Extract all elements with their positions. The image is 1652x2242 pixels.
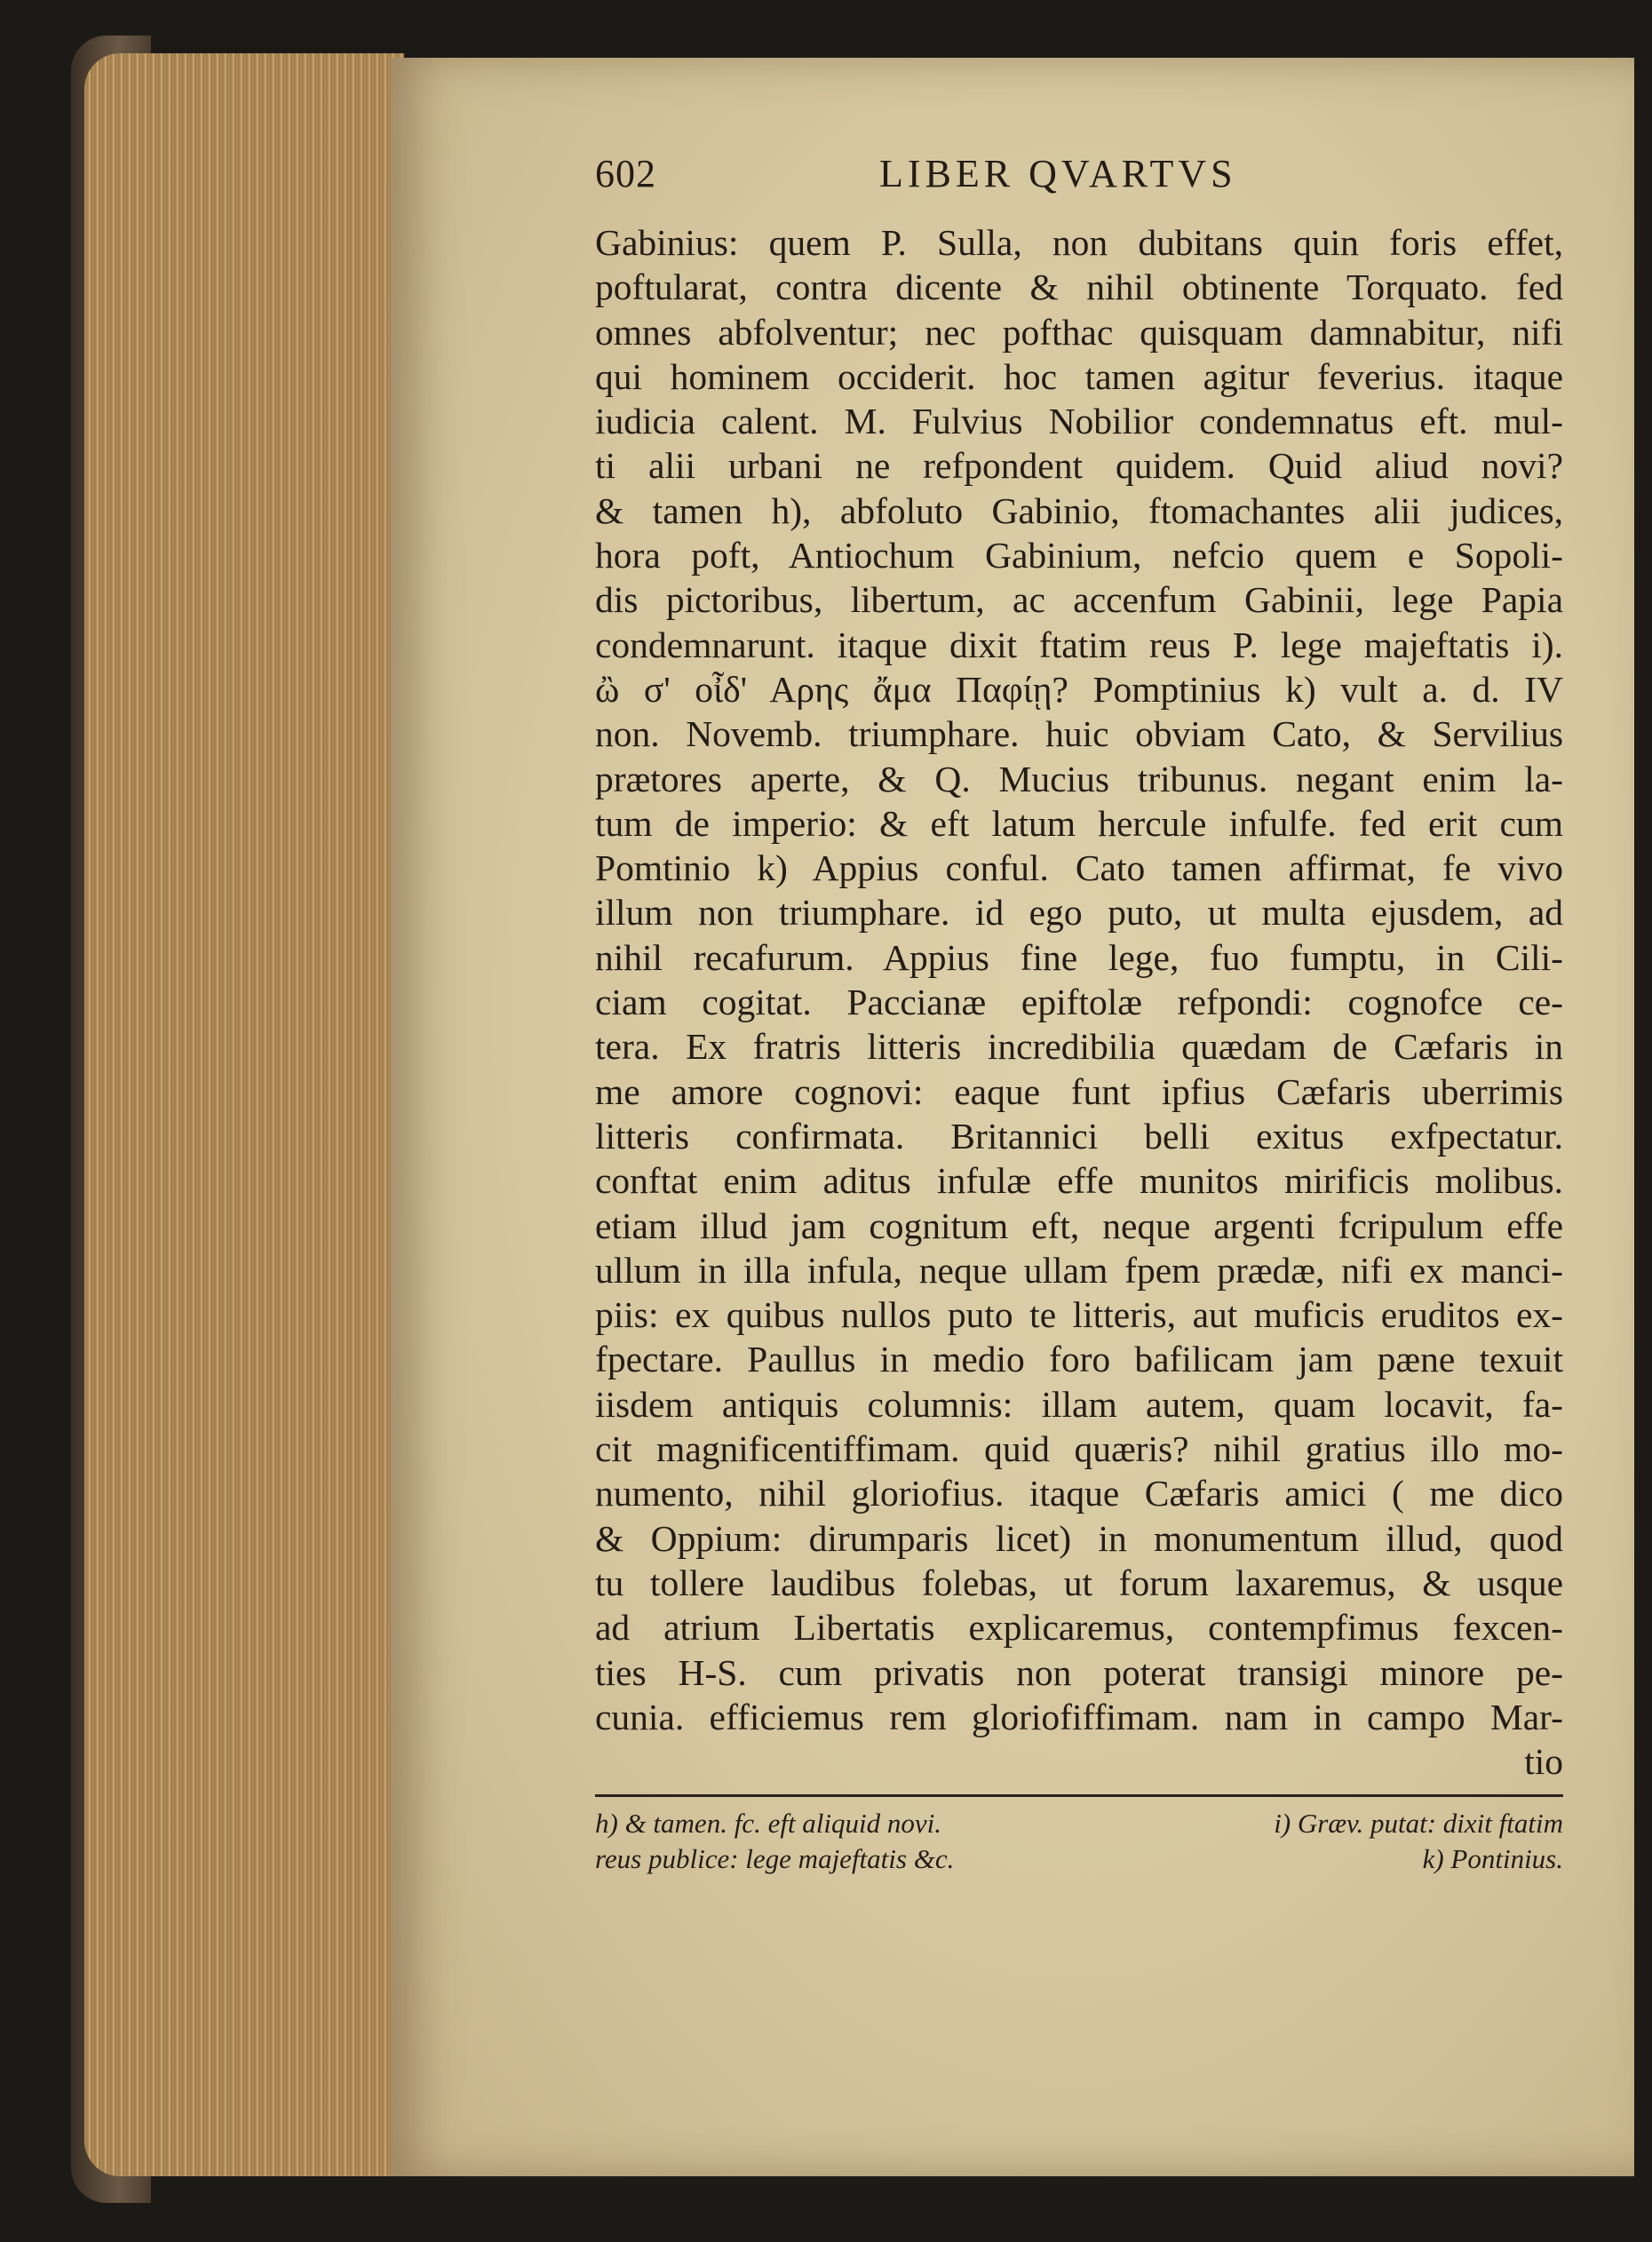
text-line: hora poft, Antiochum Gabinium, nefcio quem e Sopoli- (595, 535, 1563, 576)
text-line: litteris confirmata. Britannici belli exitus exfpectatur. (595, 1115, 1563, 1157)
text-line: numento, nihil gloriofius. itaque Cæfaris amici ( me dico (595, 1473, 1563, 1515)
footnote-row (595, 1841, 1563, 1877)
body-text (595, 220, 1563, 1784)
text-line: etiam illud jam cognitum eft, neque argenti fcripulum effe (595, 1204, 1563, 1246)
text-line: illum non triumphare. id ego puto, ut multa ejusdem, ad (595, 892, 1563, 934)
text-line: dis pictoribus, libertum, ac accenfum Gabinii, lege Papia (595, 579, 1563, 621)
text-line: & tamen h), abfoluto Gabinio, ftomachantes alii judices, (595, 489, 1563, 531)
text-line: tu tollere laudibus folebas, ut forum laxaremus, & usque (595, 1562, 1563, 1603)
text-line: me amore cognovi: eaque funt ipfius Cæfaris uberrimis (595, 1070, 1563, 1112)
text-line: Gabinius: quem P. Sulla, non dubitans quin foris effet, (595, 222, 1563, 263)
text-line: nihil recafurum. Appius fine lege, fuo fumptu, in Cili- (595, 936, 1563, 978)
text-line: ti alii urbani ne refpondent quidem. Quid aliud novi? (595, 445, 1563, 487)
footnote-h: h) & tamen. fc. eft aliquid novi. (595, 1808, 942, 1840)
text-line: ullum in illa infula, neque ullam fpem prædæ, nifi ex manci- (595, 1249, 1563, 1291)
text-line: omnes abfolventur; nec pofthac quisquam damnabitur, nifi (595, 311, 1563, 353)
running-head: LIBER QVARTVS (879, 152, 1237, 195)
text-line: iisdem antiquis columnis: illam autem, quam locavit, fa- (595, 1383, 1563, 1425)
text-line: ciam cogitat. Paccianæ epiftolæ refpondi: cognofce ce- (595, 982, 1563, 1023)
text-line: ties H-S. cum privatis non poterat transigi minore pe- (595, 1651, 1563, 1693)
text-line: conftat enim aditus infulæ effe munitos mirificis molibus. (595, 1160, 1563, 1202)
footnote-h-continued: reus publice: lege majeftatis &c. (595, 1843, 955, 1875)
text-line: piis: ex quibus nullos puto te litteris, aut muficis eruditos ex- (595, 1294, 1563, 1336)
text-line: cit magnificentiffimam. quid quæris? nihil gratius illo mo- (595, 1428, 1563, 1470)
page-header (595, 151, 1563, 213)
page-content (595, 151, 1563, 1877)
text-line: condemnarunt. itaque dixit ftatim reus P. lege majeftatis i). (595, 624, 1563, 665)
text-line: ad atrium Libertatis explicaremus, contempfimus fexcen- (595, 1607, 1563, 1649)
footnote-row (595, 1806, 1563, 1841)
text-line: ὢ σ' οἶδ' Αρης ἄμα Παφίῃ? Pomptinius k) vult a. d. IV (595, 668, 1563, 710)
footnote-rule (595, 1794, 1563, 1797)
page-edges (84, 53, 404, 2176)
footnotes (595, 1806, 1563, 1877)
footnote-k: k) Pontinius. (1422, 1843, 1563, 1875)
footnote-i: i) Græv. putat: dixit ftatim (1274, 1808, 1563, 1840)
text-line: fpectare. Paullus in medio foro bafilicam jam pæne texuit (595, 1339, 1563, 1380)
text-line: tum de imperio: & eft latum hercule infulfe. fed erit cum (595, 802, 1563, 844)
text-line: qui hominem occiderit. hoc tamen agitur feverius. itaque (595, 355, 1563, 397)
text-line: tera. Ex fratris litteris incredibilia quædam de Cæfaris in (595, 1026, 1563, 1068)
text-line: Pomtinio k) Appius conful. Cato tamen affirmat, fe vivo (595, 847, 1563, 889)
text-line: iudicia calent. M. Fulvius Nobilior condemnatus eft. mul- (595, 401, 1563, 442)
text-line: non. Novemb. triumphare. huic obviam Cato, & Servilius (595, 713, 1563, 755)
text-line: & Oppium: dirumparis licet) in monumentum illud, quod (595, 1517, 1563, 1559)
text-line: cunia. efficiemus rem gloriofiffimam. nam in campo Mar- (595, 1696, 1563, 1737)
text-line: poftularat, contra dicente & nihil obtinente Torquato. fed (595, 266, 1563, 308)
page-number: 602 (595, 152, 656, 195)
text-line: prætores aperte, & Q. Mucius tribunus. negant enim la- (595, 758, 1563, 799)
catchword: tio (1524, 1741, 1563, 1783)
